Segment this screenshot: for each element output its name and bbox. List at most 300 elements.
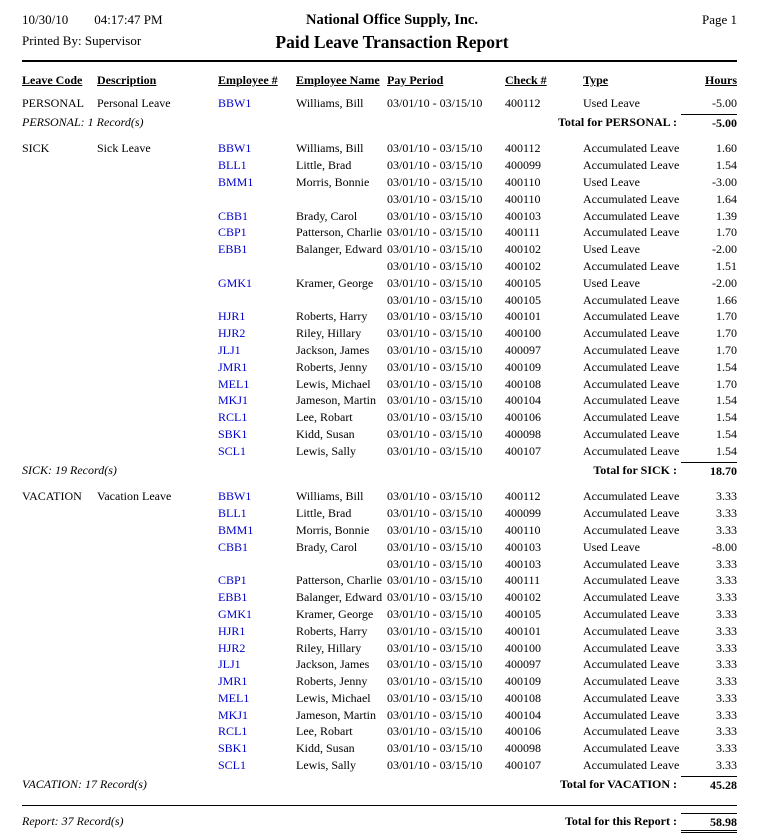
leave-type-cell: Accumulated Leave (583, 640, 680, 655)
check-number-cell: 400105 (505, 275, 541, 290)
employee-name-cell: Brady, Carol (296, 539, 358, 554)
description-cell (97, 292, 218, 309)
table-row (22, 140, 737, 157)
description-cell (97, 740, 218, 757)
leave-type-cell: Accumulated Leave (583, 522, 680, 537)
employee-code-link (218, 258, 296, 275)
employee-name-cell: Patterson, Charlie (296, 225, 382, 240)
leave-type-cell: Accumulated Leave (583, 426, 680, 441)
table-row (22, 241, 737, 258)
description-cell (97, 308, 218, 325)
employee-code-link[interactable]: JMR1 (218, 674, 248, 689)
hours-cell: 3.33 (716, 707, 737, 722)
check-number-cell: 400099 (505, 158, 541, 173)
description-cell (97, 522, 218, 539)
hours-cell: 3.33 (716, 489, 737, 504)
check-number-cell: 400097 (505, 342, 541, 357)
description-cell (97, 539, 218, 556)
employee-code-link[interactable]: JLJ1 (218, 342, 241, 357)
leave-code-cell (22, 241, 97, 258)
hours-cell: 1.70 (716, 326, 737, 341)
description-cell (97, 640, 218, 657)
leave-code-cell (22, 258, 97, 275)
column-header-description: Description (97, 73, 157, 87)
group-total-label: Total for SICK : (593, 462, 677, 477)
description-cell (97, 505, 218, 522)
employee-name-cell: Morris, Bonnie (296, 174, 370, 189)
hours-cell: 3.33 (716, 640, 737, 655)
table-row (22, 556, 737, 573)
column-header-pay-period: Pay Period (387, 73, 444, 87)
leave-type-cell: Accumulated Leave (583, 724, 680, 739)
table-row (22, 640, 737, 657)
hours-cell: 3.33 (716, 556, 737, 571)
print-date: 10/30/10 (22, 12, 69, 27)
employee-code-link[interactable]: CBP1 (218, 225, 247, 240)
pay-period-cell: 03/01/10 - 03/15/10 (387, 359, 483, 374)
table-row (22, 740, 737, 757)
report-footer-divider (22, 805, 737, 806)
check-number-cell: 400111 (505, 225, 541, 240)
description-cell (97, 392, 218, 409)
leave-code-cell (22, 556, 97, 573)
table-row (22, 572, 737, 589)
column-header-row (22, 72, 737, 89)
pay-period-cell: 03/01/10 - 03/15/10 (387, 506, 483, 521)
leave-code-cell (22, 572, 97, 589)
leave-code-cell (22, 426, 97, 443)
leave-code-cell (22, 292, 97, 309)
description-cell (97, 606, 218, 623)
description-cell (97, 623, 218, 640)
pay-period-cell: 03/01/10 - 03/15/10 (387, 342, 483, 357)
description-cell (97, 174, 218, 191)
hours-cell: 3.33 (716, 606, 737, 621)
leave-type-cell: Accumulated Leave (583, 506, 680, 521)
check-number-cell: 400108 (505, 376, 541, 391)
hours-cell: 3.33 (716, 690, 737, 705)
pay-period-cell: 03/01/10 - 03/15/10 (387, 489, 483, 504)
pay-period-cell: 03/01/10 - 03/15/10 (387, 556, 483, 571)
leave-code-cell: SICK (22, 141, 50, 156)
company-name: National Office Supply, Inc. (305, 12, 478, 28)
group-total-hours: 18.70 (681, 462, 737, 480)
pay-period-cell: 03/01/10 - 03/15/10 (387, 426, 483, 441)
check-number-cell: 400105 (505, 292, 541, 307)
table-row (22, 656, 737, 673)
leave-type-cell: Accumulated Leave (583, 690, 680, 705)
pay-period-cell: 03/01/10 - 03/15/10 (387, 741, 483, 756)
employee-code-link[interactable]: SCL1 (218, 758, 247, 773)
pay-period-cell: 03/01/10 - 03/15/10 (387, 174, 483, 189)
pay-period-cell: 03/01/10 - 03/15/10 (387, 242, 483, 257)
employee-code-link[interactable]: BMM1 (218, 522, 254, 537)
employee-name-cell: Little, Brad (296, 158, 352, 173)
pay-period-cell: 03/01/10 - 03/15/10 (387, 724, 483, 739)
employee-code-link[interactable]: GMK1 (218, 275, 253, 290)
employee-name-cell: Kramer, George (296, 606, 374, 621)
employee-name-cell: Lewis, Sally (296, 443, 356, 458)
leave-code-cell (22, 505, 97, 522)
leave-type-cell: Accumulated Leave (583, 657, 680, 672)
pay-period-cell: 03/01/10 - 03/15/10 (387, 158, 483, 173)
table-row (22, 376, 737, 393)
hours-cell: 1.54 (716, 393, 737, 408)
leave-group-personal (22, 95, 737, 132)
leave-type-cell: Accumulated Leave (583, 443, 680, 458)
employee-code-link[interactable]: EBB1 (218, 590, 248, 605)
employee-code-link[interactable]: JLJ1 (218, 657, 241, 672)
leave-type-cell: Accumulated Leave (583, 191, 680, 206)
leave-type-cell: Accumulated Leave (583, 376, 680, 391)
pay-period-cell: 03/01/10 - 03/15/10 (387, 707, 483, 722)
group-footer (22, 462, 737, 480)
leave-type-cell: Accumulated Leave (583, 623, 680, 638)
hours-cell: 1.60 (716, 141, 737, 156)
report-total-hours: 58.98 (681, 813, 737, 834)
description-cell (97, 224, 218, 241)
table-row (22, 673, 737, 690)
employee-code-link[interactable]: BLL1 (218, 158, 247, 173)
employee-code-link[interactable]: MKJ1 (218, 707, 249, 722)
header-center (217, 12, 567, 53)
employee-name-cell: Brady, Carol (296, 208, 358, 223)
employee-name-cell: Kramer, George (296, 275, 374, 290)
employee-code-link (218, 191, 296, 208)
leave-type-cell: Accumulated Leave (583, 141, 680, 156)
employee-code-link[interactable]: BBW1 (218, 95, 252, 110)
hours-cell: 3.33 (716, 758, 737, 773)
check-number-cell: 400100 (505, 326, 541, 341)
description-cell (97, 707, 218, 724)
leave-code-cell (22, 723, 97, 740)
leave-code-cell (22, 308, 97, 325)
description-cell (97, 325, 218, 342)
table-row (22, 488, 737, 505)
check-number-cell: 400102 (505, 258, 541, 273)
pay-period-cell: 03/01/10 - 03/15/10 (387, 690, 483, 705)
leave-code-cell (22, 275, 97, 292)
leave-type-cell: Accumulated Leave (583, 606, 680, 621)
hours-cell: 1.39 (716, 208, 737, 223)
leave-code-cell (22, 673, 97, 690)
check-number-cell: 400110 (505, 191, 541, 206)
table-row (22, 224, 737, 241)
group-total-hours: 45.28 (681, 776, 737, 794)
hours-cell: 1.54 (716, 443, 737, 458)
check-number-cell: 400108 (505, 690, 541, 705)
description-cell (97, 275, 218, 292)
check-number-cell: 400100 (505, 640, 541, 655)
group-footer (22, 114, 737, 132)
group-record-count: VACATION: 17 Record(s) (22, 776, 147, 791)
employee-code-link[interactable]: BMM1 (218, 174, 254, 189)
report-total-label: Total for this Report : (565, 813, 677, 828)
description-cell (97, 241, 218, 258)
employee-name-cell: Roberts, Harry (296, 309, 368, 324)
leave-type-cell: Accumulated Leave (583, 292, 680, 307)
check-number-cell: 400110 (505, 522, 541, 537)
hours-cell: 1.66 (716, 292, 737, 307)
employee-code-link[interactable]: CBP1 (218, 573, 247, 588)
hours-cell: 3.33 (716, 506, 737, 521)
employee-name-cell: Jameson, Martin (296, 707, 376, 722)
pay-period-cell: 03/01/10 - 03/15/10 (387, 326, 483, 341)
employee-name-cell: Lee, Robart (296, 724, 353, 739)
leave-type-cell: Accumulated Leave (583, 359, 680, 374)
leave-type-cell: Used Leave (583, 539, 640, 554)
check-number-cell: 400107 (505, 443, 541, 458)
pay-period-cell: 03/01/10 - 03/15/10 (387, 623, 483, 638)
leave-code-cell (22, 191, 97, 208)
table-row (22, 757, 737, 774)
leave-code-cell (22, 656, 97, 673)
leave-code-cell (22, 409, 97, 426)
check-number-cell: 400097 (505, 657, 541, 672)
pay-period-cell: 03/01/10 - 03/15/10 (387, 522, 483, 537)
table-row (22, 95, 737, 112)
description-cell (97, 673, 218, 690)
check-number-cell: 400104 (505, 707, 541, 722)
description-cell (97, 690, 218, 707)
leave-type-cell: Used Leave (583, 275, 640, 290)
leave-code-cell (22, 757, 97, 774)
employee-name-cell: Balanger, Edward (296, 590, 383, 605)
hours-cell: 1.70 (716, 342, 737, 357)
check-number-cell: 400102 (505, 242, 541, 257)
leave-code-cell (22, 443, 97, 460)
leave-type-cell: Accumulated Leave (583, 707, 680, 722)
report-body (22, 95, 737, 794)
description-cell (97, 723, 218, 740)
employee-name-cell: Williams, Bill (296, 141, 364, 156)
employee-code-link[interactable]: JMR1 (218, 359, 248, 374)
check-number-cell: 400111 (505, 573, 541, 588)
employee-code-link[interactable]: EBB1 (218, 242, 248, 257)
leave-code-cell (22, 325, 97, 342)
check-number-cell: 400112 (505, 141, 541, 156)
leave-type-cell: Accumulated Leave (583, 590, 680, 605)
employee-code-link[interactable]: SCL1 (218, 443, 247, 458)
leave-type-cell: Accumulated Leave (583, 674, 680, 689)
leave-code-cell (22, 174, 97, 191)
table-row (22, 258, 737, 275)
pay-period-cell: 03/01/10 - 03/15/10 (387, 208, 483, 223)
leave-code-cell (22, 342, 97, 359)
group-total-label: Total for PERSONAL : (557, 114, 677, 129)
leave-group-vacation (22, 488, 737, 793)
employee-code-link[interactable]: BBW1 (218, 141, 252, 156)
employee-code-link[interactable]: HJR2 (218, 640, 246, 655)
check-number-cell: 400109 (505, 674, 541, 689)
leave-type-cell: Used Leave (583, 174, 640, 189)
description-cell (97, 426, 218, 443)
table-row (22, 426, 737, 443)
hours-cell: 1.54 (716, 359, 737, 374)
description-cell (97, 342, 218, 359)
hours-cell: 1.64 (716, 191, 737, 206)
leave-type-cell: Accumulated Leave (583, 309, 680, 324)
check-number-cell: 400112 (505, 489, 541, 504)
pay-period-cell: 03/01/10 - 03/15/10 (387, 292, 483, 307)
pay-period-cell: 03/01/10 - 03/15/10 (387, 573, 483, 588)
employee-code-link[interactable]: HJR1 (218, 309, 246, 324)
pay-period-cell: 03/01/10 - 03/15/10 (387, 657, 483, 672)
check-number-cell: 400105 (505, 606, 541, 621)
table-row (22, 308, 737, 325)
check-number-cell: 400110 (505, 174, 541, 189)
column-header-type: Type (583, 73, 609, 87)
group-record-count: SICK: 19 Record(s) (22, 462, 117, 477)
hours-cell: 3.33 (716, 657, 737, 672)
hours-cell: 1.54 (716, 158, 737, 173)
table-row (22, 392, 737, 409)
leave-code-cell (22, 623, 97, 640)
employee-code-link[interactable]: GMK1 (218, 606, 253, 621)
page-header (22, 12, 737, 53)
employee-code-link[interactable]: CBB1 (218, 539, 249, 554)
employee-name-cell: Roberts, Jenny (296, 674, 368, 689)
column-header-check-number: Check # (505, 73, 547, 87)
check-number-cell: 400106 (505, 724, 541, 739)
pay-period-cell: 03/01/10 - 03/15/10 (387, 309, 483, 324)
employee-code-link[interactable]: RCL1 (218, 724, 248, 739)
table-row (22, 325, 737, 342)
employee-code-link[interactable]: HJR1 (218, 623, 246, 638)
check-number-cell: 400106 (505, 410, 541, 425)
pay-period-cell: 03/01/10 - 03/15/10 (387, 258, 483, 273)
employee-code-link[interactable]: RCL1 (218, 410, 248, 425)
employee-code-link[interactable]: CBB1 (218, 208, 249, 223)
leave-code-cell (22, 359, 97, 376)
table-row (22, 409, 737, 426)
description-cell (97, 757, 218, 774)
employee-name-cell: Jackson, James (296, 342, 370, 357)
pay-period-cell: 03/01/10 - 03/15/10 (387, 539, 483, 554)
leave-code-cell (22, 589, 97, 606)
column-header-leave-code: Leave Code (22, 73, 83, 87)
leave-type-cell: Accumulated Leave (583, 326, 680, 341)
leave-type-cell: Accumulated Leave (583, 758, 680, 773)
leave-code-cell: VACATION (22, 489, 82, 504)
hours-cell: 3.33 (716, 522, 737, 537)
pay-period-cell: 03/01/10 - 03/15/10 (387, 640, 483, 655)
pay-period-cell: 03/01/10 - 03/15/10 (387, 393, 483, 408)
employee-code-link[interactable]: BLL1 (218, 506, 247, 521)
check-number-cell: 400098 (505, 741, 541, 756)
leave-code-cell (22, 208, 97, 225)
header-divider (22, 60, 737, 62)
hours-cell: 3.33 (716, 674, 737, 689)
leave-code-cell (22, 740, 97, 757)
employee-code-link[interactable]: MEL1 (218, 376, 250, 391)
pay-period-cell: 03/01/10 - 03/15/10 (387, 410, 483, 425)
table-row (22, 522, 737, 539)
employee-name-cell: Roberts, Harry (296, 623, 368, 638)
pay-period-cell: 03/01/10 - 03/15/10 (387, 225, 483, 240)
check-number-cell: 400107 (505, 758, 541, 773)
leave-code-cell (22, 522, 97, 539)
page-number: Page 1 (701, 12, 737, 27)
employee-code-link[interactable]: SBK1 (218, 741, 248, 756)
leave-type-cell: Accumulated Leave (583, 393, 680, 408)
leave-type-cell: Accumulated Leave (583, 489, 680, 504)
leave-type-cell: Accumulated Leave (583, 225, 680, 240)
employee-name-cell (296, 191, 387, 208)
employee-code-link[interactable]: SBK1 (218, 426, 248, 441)
hours-cell: 3.33 (716, 623, 737, 638)
hours-cell: 1.54 (716, 426, 737, 441)
table-row (22, 342, 737, 359)
table-row (22, 505, 737, 522)
hours-cell: 3.33 (716, 590, 737, 605)
employee-name-cell: Jameson, Martin (296, 393, 376, 408)
employee-name-cell (296, 556, 387, 573)
pay-period-cell: 03/01/10 - 03/15/10 (387, 191, 483, 206)
employee-code-link (218, 292, 296, 309)
employee-code-link[interactable]: MKJ1 (218, 393, 249, 408)
check-number-cell: 400103 (505, 556, 541, 571)
table-row (22, 191, 737, 208)
employee-name-cell: Williams, Bill (296, 95, 364, 110)
description-cell (97, 556, 218, 573)
check-number-cell: 400099 (505, 506, 541, 521)
hours-cell: -2.00 (712, 242, 737, 257)
leave-type-cell: Accumulated Leave (583, 342, 680, 357)
employee-code-link[interactable]: MEL1 (218, 690, 250, 705)
pay-period-cell: 03/01/10 - 03/15/10 (387, 590, 483, 605)
leave-code-cell (22, 224, 97, 241)
employee-name-cell: Jackson, James (296, 657, 370, 672)
employee-name-cell: Morris, Bonnie (296, 522, 370, 537)
pay-period-cell: 03/01/10 - 03/15/10 (387, 141, 483, 156)
leave-code-cell (22, 539, 97, 556)
employee-name-cell: Kidd, Susan (296, 741, 355, 756)
employee-code-link[interactable]: BBW1 (218, 489, 252, 504)
hours-cell: 1.70 (716, 376, 737, 391)
description-cell (97, 656, 218, 673)
description-cell (97, 376, 218, 393)
leave-type-cell: Accumulated Leave (583, 158, 680, 173)
table-row (22, 623, 737, 640)
check-number-cell: 400104 (505, 393, 541, 408)
table-row (22, 589, 737, 606)
employee-code-link (218, 556, 296, 573)
check-number-cell: 400109 (505, 359, 541, 374)
leave-code-cell (22, 606, 97, 623)
header-left (22, 12, 217, 53)
leave-type-cell: Used Leave (583, 242, 640, 257)
employee-name-cell: Balanger, Edward (296, 242, 383, 257)
group-footer (22, 776, 737, 794)
hours-cell: 1.54 (716, 410, 737, 425)
pay-period-cell: 03/01/10 - 03/15/10 (387, 95, 483, 110)
table-row (22, 275, 737, 292)
description-cell (97, 589, 218, 606)
hours-cell: -8.00 (712, 539, 737, 554)
description-cell (97, 191, 218, 208)
leave-code-cell (22, 157, 97, 174)
description-cell: Vacation Leave (97, 489, 172, 504)
printed-by: Printed By: Supervisor (22, 33, 142, 48)
leave-code-cell (22, 376, 97, 393)
employee-code-link[interactable]: HJR2 (218, 326, 246, 341)
print-time: 04:17:47 PM (94, 12, 163, 27)
pay-period-cell: 03/01/10 - 03/15/10 (387, 443, 483, 458)
column-header-employee-name: Employee Name (296, 73, 380, 87)
group-total-hours: -5.00 (681, 114, 737, 132)
employee-name-cell: Roberts, Jenny (296, 359, 368, 374)
